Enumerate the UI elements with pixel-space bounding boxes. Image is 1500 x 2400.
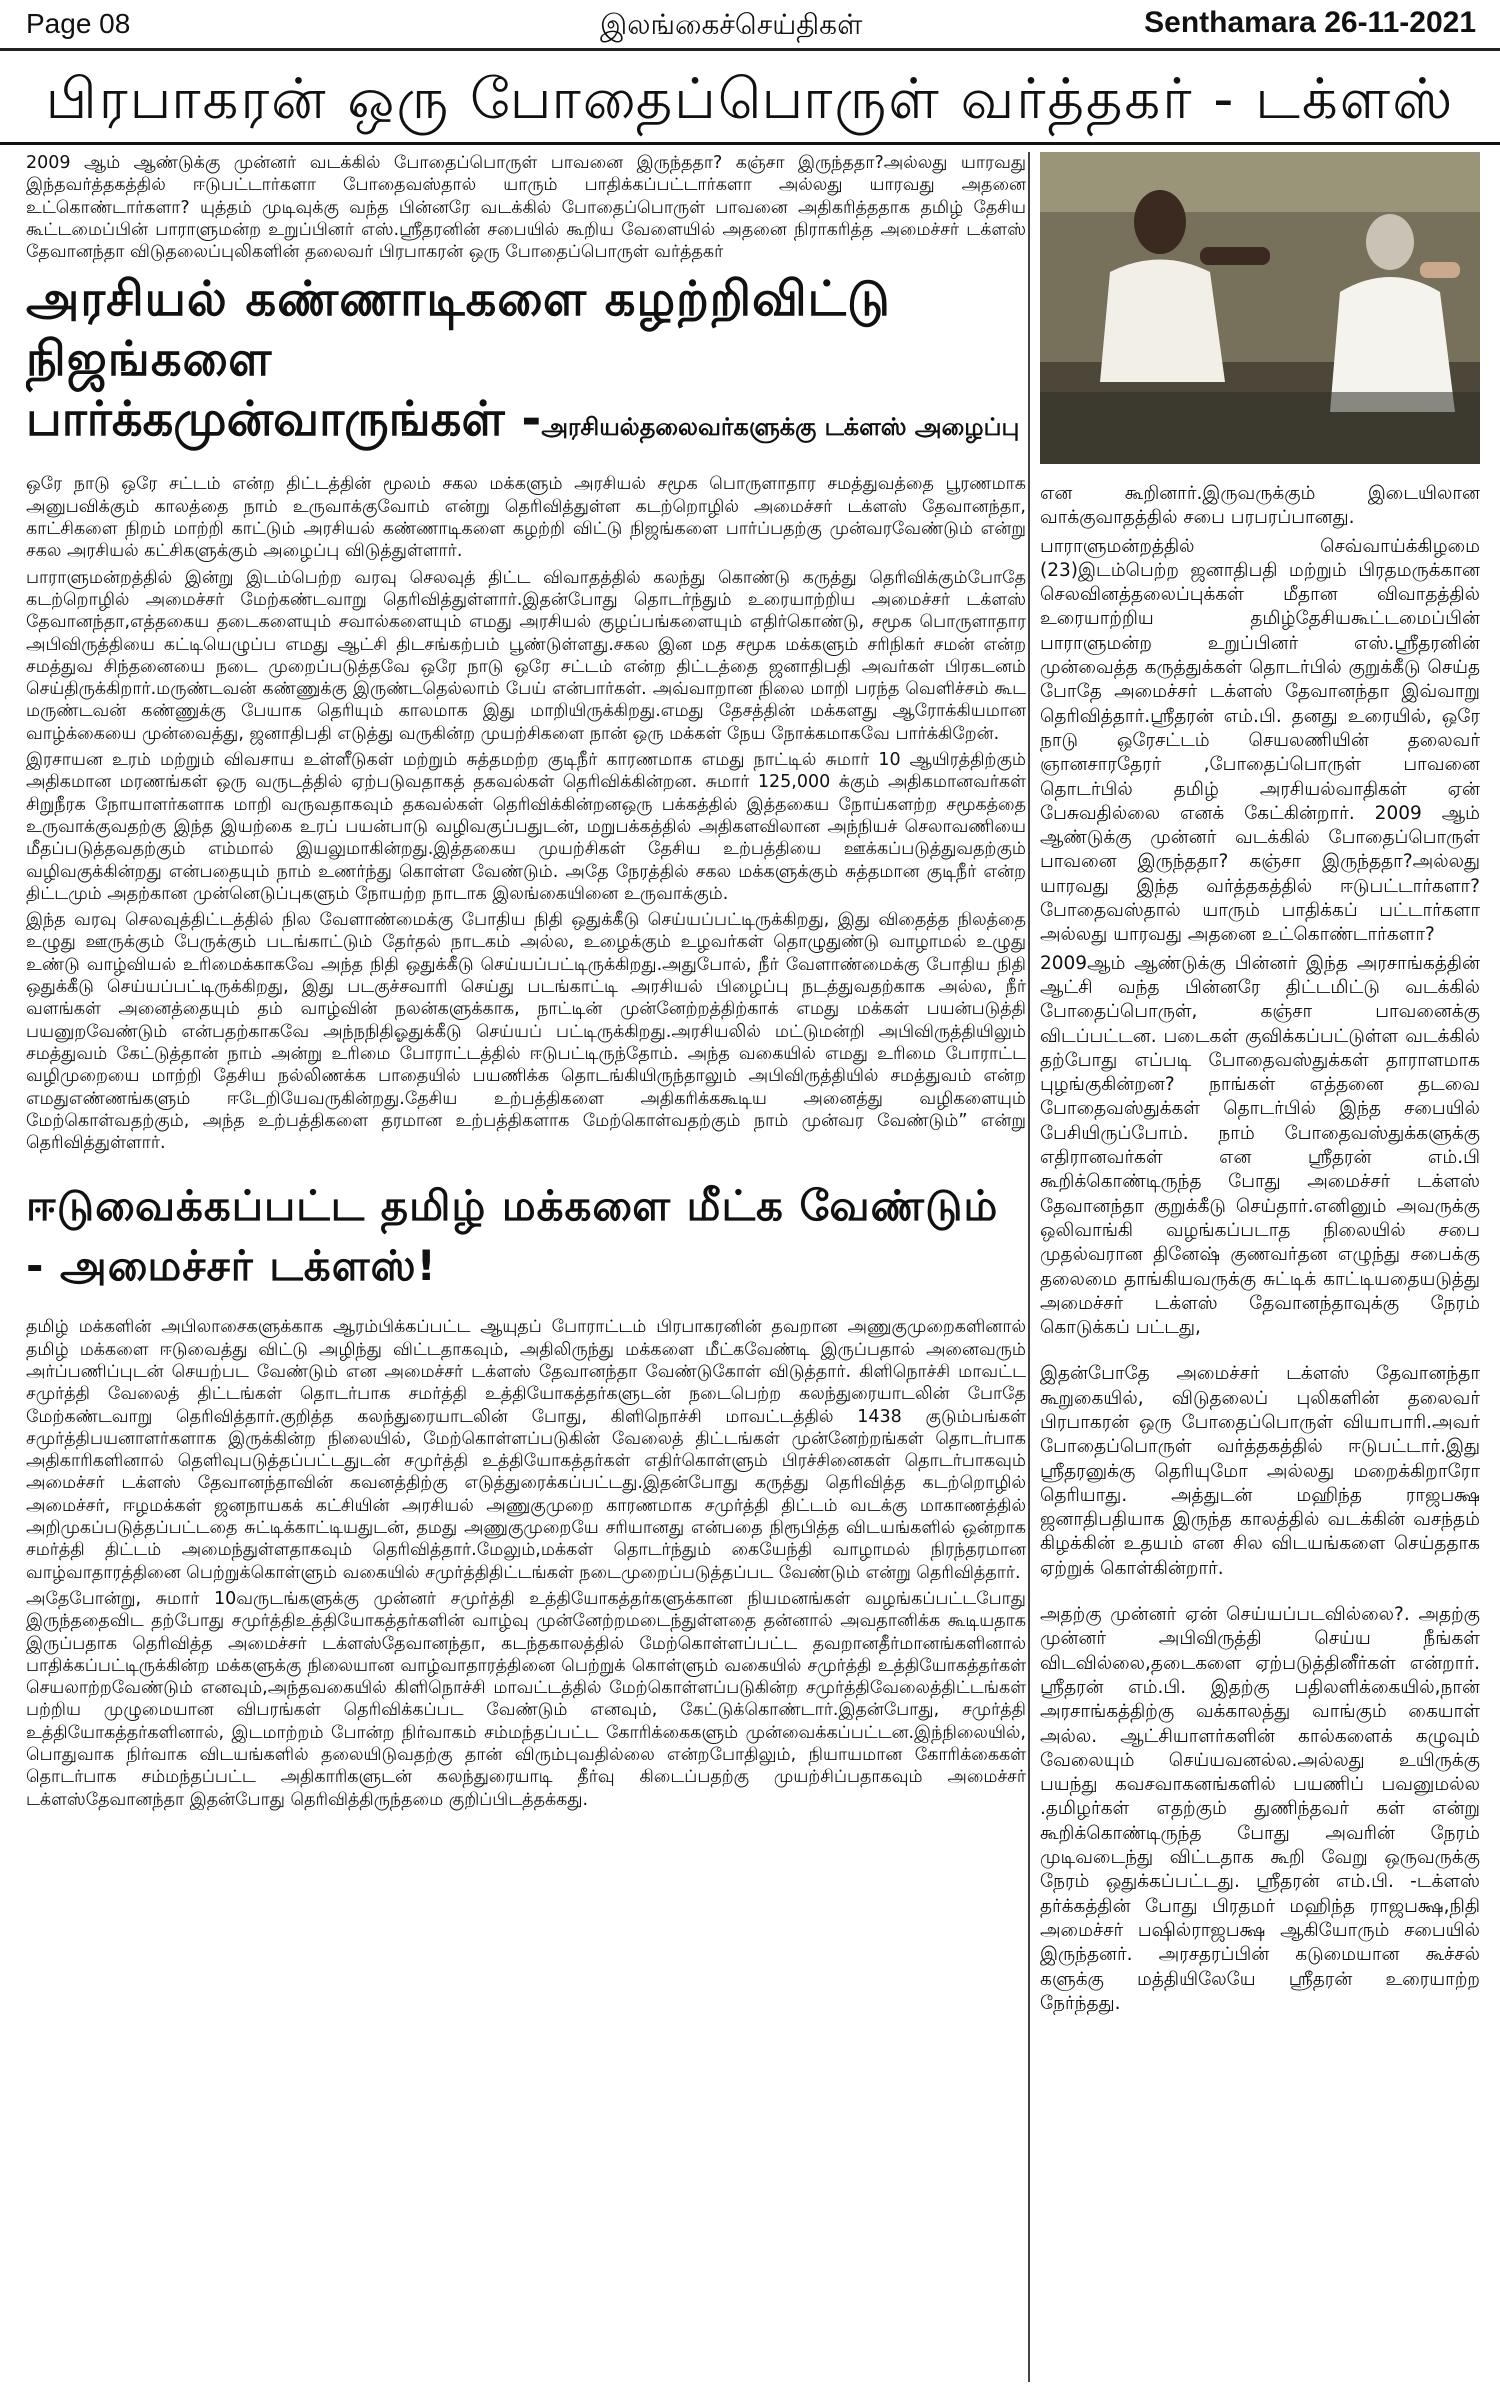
masthead: [0, 0, 1500, 51]
newspaper-name: இலங்கைச்செய்திகள்: [600, 8, 863, 41]
article1-title-line2: [26, 389, 1026, 457]
photo-image: [1040, 152, 1480, 464]
main-column: [26, 152, 1026, 2387]
lead-paragraph: 2009 ஆம் ஆண்டுக்கு முன்னர் வடக்கில் போதைப்பொருள் பாவனை இருந்ததா? கஞ்சா இருந்ததா?அல்லது யாரவது இந்தவர்த்தகத்தில் ஈடுபட்டார்களா போதைவஸ்தால் யாரும் பாதிக்கப்பட்டார்களா அல்லது யாரவது அதனை உட்கொண்டார்களா? யுத்தம் முடிவுக்கு வந்த பின்னரே வடக்கில் போதைப்பொருள் பாவனை அதிகரித்ததாக தமிழ் தேசிய கூட்டமைப்பின் பாராளுமன்ற உறுப்பினர் எஸ்.ஸ்ரீதரனின் சபையில் கூறிய வேளையில் அதனை நிராகரித்த அமைச்சர் டக்ளஸ் தேவானந்தா விடுதலைப்புலிகளின் தலைவர் பிரபாகரன் ஒரு போதைப்பொருள் வர்த்தகர்: [26, 153, 1026, 263]
column-divider: [1028, 152, 1030, 2382]
article1-paragraph: இரசாயன உரம் மற்றும் விவசாய உள்ளீடுகள் மற்றும் சுத்தமற்ற குடிநீர் காரணமாக எமது நாட்டில் சுமார் 10 ஆயிரத்திற்கும் அதிகமான மரணங்கள் ஒரு வருடத்தில் ஏற்படுவதாகத் தகவல்கள் தெரிவிக்கின்றன. சுமார் 125,000 க்கும் அதிகமானவர்கள் சிறுநீரக நோயாளர்களாக மாறி வருவதாகவும் தகவல்கள் தெரிவிக்கின்றனஒரு பக்கத்தில் இத்தகைய நோய்களற்ற சமூகத்தை உருவாக்குவதற்கு இந்த இயற்கை உரப் பயன்பாடு வழிவகுப்பதுடன், மறுபக்கத்தில் அதிகளவிலான அந்நியச் செலாவணியை மீதப்படுத்தவதற்கும் எம்மால் இயலுமாகின்றது.இத்தகைய முயற்சிகள் தேசிய உற்பத்தியை ஊக்கப்படுத்துவதற்கும் வழிவகுக்கின்றது என்பதையும் நாம் உணர்ந்து கொள்ள வேண்டும். அதே நேரத்தில் சகல மக்களுக்கும் சுத்தமான குடிநீர் என்ற திட்டமும் அதற்கான முன்னெடுப்புகளும் நோயற்ற நாடாக இலங்கையினை உருவாக்கும்.: [26, 750, 1026, 904]
sidebar-column: [1040, 152, 1480, 2387]
article2-paragraph: தமிழ் மக்களின் அபிலாசைகளுக்காக ஆரம்பிக்கப்பட்ட ஆயுதப் போராட்டம் பிரபாகரனின் தவறான அணுகுமுறைகளினால் தமிழ் மக்களை ஈடுவைத்து விட்டு அழிந்து விட்டதாகவும், அதிலிருந்து மக்களை மீட்கவேண்டி இருப்பதால் அனைவரும் அர்ப்பணிப்புடன் செயற்பட வேண்டும் என அமைச்சர் டக்ளஸ் தேவானந்தா வேண்டுகோள் விடுத்தார். கிளிநொச்சி மாவட்ட சமுர்த்தி வேலைத் திட்டங்கள் தொடர்பாக சமர்த்தி உத்தியோகத்தர்களுடன் நடைபெற்ற கலந்துரையாடலின் போதே மேற்கண்டவாறு தெரிவித்தார்.குறித்த கலந்துரையாடலின் போது, கிளிநொச்சி மாவட்டத்தில் 1438 குடும்பங்கள் சமுர்த்திபயனாளர்களாக இருக்கின்ற நிலையில், மேற்கொள்ளப்படுகின் வேலைத் திட்டங்கள் முன்னேற்றங்கள் தொடர்பாக அதிகாரிகளினால் தெளிவுபடுத்தப்பட்டதுடன் சமுர்த்தி உத்தியோகத்தர்கள் எதிர்கொள்ளும் பிரச்சினைகள் தொடர்பாகவும் அமைச்சர் டக்ளஸ் தேவானந்தாவின் கவனத்திற்கு எடுத்துரைக்கப்பட்டது.இதன்போது கருத்து தெரிவித்த கடற்றொழில் அமைச்சர், ஈழமக்கள் ஜனநாயகக் கட்சியின் அரசியல் அணுகுமுறை காரணமாக சமுர்த்தி திட்டம் வடக்கு மாகாணத்தில் அறிமுகப்படுத்தப்பட்டதை சுட்டிக்காட்டியதுடன், தமது அணுகுமுறையே சரியானது என்பதை நிரூபித்த விடயங்களில் ஒன்றாக சமர்த்தி திட்டம் அமைந்துள்ளதாகவும் தெரிவித்தார்.மேலும்,மக்கள் தொடர்ந்தும் கையேந்தி வாழாமல் நிரந்தரமான வாழ்வாதாரத்தினை பெற்றுக்கொள்ளும் வகையில் சமுர்த்திதிட்டங்கள் நடைமுறைப்படுத்தப்பட வேண்டும் என்று தெரிவித்தார்.: [26, 1317, 1026, 1583]
parliament-photo: [1040, 152, 1480, 464]
sidebar-paragraph: இதன்போதே அமைச்சர் டக்ளஸ் தேவானந்தா கூறுகையில், விடுதலைப் புலிகளின் தலைவர் பிரபாகரன் ஒரு போதைப்பொருள் வியாபாரி.அவர் போதைப்பொருள் வர்த்தகத்தில் ஈடுபட்டார்.இது ஸ்ரீதரனுக்கு தெரியுமோ அல்லது மறைக்கிறாரோ தெரியாது. அத்துடன் மஹிந்த ராஜபக்ஷ ஜனாதிபதியாக இருந்த காலத்தில் வடக்கின் வசந்தம் கிழக்கின் உதயம் என சில விடயங்களை செய்ததாக ஏற்றுக் கொள்கின்றார்.: [1040, 1363, 1480, 1579]
edition-date: Senthamara 26-11-2021: [1144, 6, 1476, 39]
page-number: Page 08: [26, 8, 131, 39]
sidebar-paragraph: என கூறினார்.இருவருக்கும் இடையிலான வாக்குவாதத்தில் சபை பரபரப்பானது.: [1040, 483, 1480, 529]
article2-title: ஈடுவைக்கப்பட்ட தமிழ் மக்களை மீட்க வேண்டும் - அமைச்சர் டக்ளஸ்!: [26, 1181, 999, 1291]
article1-paragraph: ஒரே நாடு ஒரே சட்டம் என்ற திட்டத்தின் மூலம் சகல மக்களும் அரசியல் சமூக பொருளாதார சமத்துவத்தை பூரணமாக அனுபவிக்கும் காலத்தை நாம் உருவாக்குவோம் என்று தெரிவித்துள்ள கடற்றொழில் அமைச்சர் டக்ளஸ் தேவானந்தா, காட்சிகளை நிறம் மாற்றி காட்டும் அரசியல் கண்ணாடிகளை கழற்றி விட்டு நிஜங்களை பார்ப்பதற்கு முன்வரவேண்டும் என்று சகல அரசியல் கட்சிகளுக்கும் அழைப்பு விடுத்துள்ளார்.: [26, 474, 1026, 562]
article1-paragraph: பாராளுமன்றத்தில் இன்று இடம்பெற்ற வரவு செலவுத் திட்ட விவாதத்தில் கலந்து கொண்டு கருத்து தெரிவிக்கும்போதே கடற்றொழில் அமைச்சர் மேற்கண்டவாறு தெரிவித்துள்ளார்.இதன்போது தொடர்ந்தும் உரையாற்றிய அமைச்சர் டக்ளஸ் தேவானந்தா,எத்தகைய தடைகளையும் சவால்களையும் எமது அரசியல் குழப்பங்களையும் எதிர்கொண்டு, சமூக பொருளாதார அபிவிருத்தியை கட்டியெழுப்ப எமது ஆட்சி திடசங்கற்பம் பூண்டுள்ளது.சகல இன மத சமூக மக்களும் சரிநிகர் சமன் என்ற சமத்துவ சிந்தனையை நடை முறைப்படுத்தவே ஒரே நாடு ஒரே சட்டம் என்ற திட்டத்தை ஜனாதிபதி அவர்கள் பிரகடனம் செய்திருக்கிறார்.மருண்டவன் கண்ணுக்கு இருண்டதெல்லாம் பேய் என்பார்கள். அவ்வாறான நிலை மாறி பரந்த வெளிச்சம் கூட மருண்டவன் கண்ணுக்கு பேயாக தெரியும் காலமாக இது மாறியிருக்கிறது.எமது தேசத்தின் மக்களது ஆரோக்கியமான வாழ்க்கையை முன்வைத்து, ஜனாதிபதி எடுத்து வருகின்ற முயற்சிகளை நான் ஒரு மக்கள் நேய நோக்கமாகவே பார்க்கிறேன்.: [26, 567, 1026, 744]
page-headline: பிரபாகரன் ஒரு போதைப்பொருள் வர்த்தகர் - டக்ளஸ்: [0, 58, 1500, 145]
article1-title-line1: அரசியல் கண்ணாடிகளை கழற்றிவிட்டு நிஜங்களை: [26, 271, 891, 388]
sidebar-paragraph: அதற்கு முன்னர் ஏன் செய்யப்படவில்லை?. அதற்கு முன்னர் அபிவிருத்தி செய்ய நீங்கள் விடவில்லை,தடைகளை ஏற்படுத்தினீர்கள் என்றார். ஸ்ரீதரன் எம்.பி. இதற்கு பதிலளிக்கையில்,நான் அரசாங்கத்திற்கு வக்காலத்து வாங்கும் கையாள் அல்ல. ஆட்சியாளர்களின் கால்களைக் கழுவும் வேலையும் செய்யவனல்ல.அல்லது உயிருக்கு பயந்து கவசவாகனங்களில் பயணிப் பவனுமல்ல .தமிழர்கள் எதற்கும் துணிந்தவர் கள் என்று கூறிக்கொண்டிருந்த போது அவரின் நேரம் முடிவடைந்து விட்டதாக கூறி வேறு ஒருவருக்கு நேரம் ஒதுக்கப்பட்டது. ஸ்ரீதரன் எம்.பி. -டக்ளஸ் தர்க்கத்தின் போது பிரதமர் மஹிந்த ராஜபக்ஷ,நிதி அமைச்சர் பஷில்ராஜபக்ஷ ஆகியோரும் சபையில் இருந்தனர். அரசதரப்பின் கடுமையான கூச்சல் களுக்கு மத்தியிலேயே ஸ்ரீதரன் உரையாற்ற நேர்ந்தது.: [1040, 1604, 1480, 2014]
article1-title-tail: அரசியல்தலைவர்களுக்கு டக்ளஸ் அழைப்பு: [541, 413, 1020, 442]
sidebar-paragraph: பாராளுமன்றத்தில் செவ்வாய்க்கிழமை (23)இடம்பெற்ற ஜனாதிபதி மற்றும் பிரதமருக்கான செலவினத்தலைப்புக்கள் மீதான விவாதத்தில் உரையாற்றிய தமிழ்தேசியகூட்டமைப்பின் பாராளுமன்ற உறுப்பினர் எஸ்.ஸ்ரீதரனின் முன்வைத்த கருத்துக்கள் தொடர்பில் குறுக்கீடு செய்த போதே அமைச்சர் டக்ளஸ் தேவானந்தா இவ்வாறு தெரிவித்தார்.ஸ்ரீதரன் எம்.பி. தனது உரையில், ஒரே நாடு ஒரேசட்டம் செயலணியின் தலைவர் ஞானசாரதேரர் ,போதைப்பொருள் பாவனை தொடர்பில் தமிழ் அரசியல்வாதிகள் ஏன் பேசுவதில்லை எனக் கேட்கின்றார். 2009 ஆம் ஆண்டுக்கு முன்னர் வடக்கில் போதைப்பொருள் பாவனை இருந்ததா? கஞ்சா இருந்ததா?அல்லது யாரவது இந்த வர்த்தகத்தில் ஈடுபட்டார்களா? போதைவஸ்தால் யாரும் பாதிக்கப் பட்டார்களா அல்லது யாரவது அதனை உட்கொண்டார்களா?: [1040, 535, 1480, 946]
article2-paragraph: அதேபோன்று, சுமார் 10வருடங்களுக்கு முன்னர் சமுர்த்தி உத்தியோகத்தர்களுக்கான நியமனங்கள் வழங்கப்பட்டபோது இருந்ததைவிட தற்போது சமுர்த்திஉத்தியோகத்தர்களின் வாழ்வு முன்னேற்றமடைந்துள்ளதை தன்னால் அவதானிக்க கூடியதாக இருப்பதாக தெரிவித்த அமைச்சர் டக்ளஸ்தேவானந்தா, கடந்தகாலத்தில் மேற்கொள்ளப்பட்ட தவறானதீர்மானங்களினால் பாதிக்கப்பட்டிருக்கின்ற மக்களுக்கு நிலையான வாழ்வாதாரத்தினை பெற்றுக் கொள்ளும் வகையில் சமுர்த்தி உத்தியோகத்தர்கள் செயலாற்றவேண்டும் எனவும்,அந்தவகையில் கிளிநொச்சி மாவட்டத்தில் மேற்கொள்ளப்படுகின்ற சமுர்த்திவேலைத்திட்டங்கள் பற்றிய முழுமையான விபரங்கள் தெரிவிக்கப்பட வேண்டும் எனவும், கேட்டுக்கொண்டார்.இதன்போது, சமுர்த்தி உத்தியோகத்தர்களினால், இடமாற்றம் போன்ற நிர்வாகம் சம்மந்தப்பட்ட கோரிக்கைகளும் முன்வைக்கப்பட்டன.இந்நிலையில், பொதுவாக நிர்வாக விடயங்களில் தலையிடுவதற்கு தான் விரும்புவதில்லை என்றபோதிலும், நியாயமான கோரிக்கைகள் தொடர்பாக சம்மந்தப்பட்ட அதிகாரிகளுடன் கலந்துரையாடி தீர்வு கிடைப்பதற்கு முயற்சிப்பதாகவும் அமைச்சர் டக்ளஸ்தேவானந்தா இதன்போது தெரிவித்திருந்தமை குறிப்பிடத்தக்கது.: [26, 1588, 1026, 1810]
sidebar-paragraph: 2009ஆம் ஆண்டுக்கு பின்னர் இந்த அரசாங்கத்தின் ஆட்சி வந்த பின்னரே திட்டமிட்டு வடக்கில் போதைப்பொருள், கஞ்சா பாவனைக்கு விடப்பட்டன. படைகள் குவிக்கப்பட்டுள்ள வடக்கில் தற்போது எப்படி போதைவஸ்துக்கள் தாராளமாக புழங்குகின்றன? நாங்கள் எத்தனை தடவை போதைவஸ்துக்கள் தொடர்பில் இந்த சபையில் பேசியிருப்போம். நாம் போதைவஸ்துக்களுக்கு எதிரானவர்கள் என ஸ்ரீதரன் எம்.பி கூறிக்கொண்டிருந்த போது அமைச்சர் டக்ளஸ் தேவானந்தா குறுக்கீடு செய்தார்.எனினும் அவருக்கு ஒலிவாங்கி வழங்கப்படாத நிலையில் சபை முதல்வரான தினேஷ் குணவர்தன எழுந்து சபைக்கு தலைமை தாங்கியவருக்கு சுட்டிக் காட்டியதையடுத்து அமைச்சர் டக்ளஸ் தேவானந்தாவுக்கு நேரம் கொடுக்கப் பட்டது,: [1040, 952, 1480, 1339]
article1-paragraph: இந்த வரவு செலவுத்திட்டத்தில் நில வேளாண்மைக்கு போதிய நிதி ஒதுக்கீடு செய்யப்பட்டிருக்கிறது, இது விதைத்த நிலத்தை உழுது ஊருக்கும் பேருக்கும் படங்காட்டும் தேர்தல் நாடகம் அல்ல, உழைக்கும் உழவர்கள் தொழுதுண்டு வாழாமல் உழுது உண்டு வாழ்வியல் உரிமைக்காகவே அந்த நிதி ஒதுக்கீடு செய்யப்பட்டிருக்கிறது.அதுபோல், நீர் வேளாண்மைக்கு போதிய நிதி ஒதுக்கீடு செய்யப்பட்டிருக்கிறது, இது படகுச்சவாரி செய்து படங்காட்டி அரசியல் பிழைப்பு நடத்துவதற்காக அல்ல, நீர் வளங்கள் அனைத்தையும் தம் வாழ்வின் நலன்களுக்காக, நாட்டின் முன்னேற்றத்திற்காக் எமது மக்கள் பயன்படுத்தி பயனுறவேண்டும் என்பதற்காகவே அந்நநிதிஓதுக்கீடு செய்யப் பட்டிருக்கிறது.அரசியலில் மட்டுமன்றி அபிவிருத்தியிலும் சமத்துவம் கேட்டுத்தான் நாம் அன்று உரிமை போராட்டத்தில் ஈடுபட்டிருந்தோம். அந்த வகையில் எமது உரிமை போராட்ட வழிமுறையை மாற்றி தேசிய நல்லிணக்க பாதையில் பயணிக்க தொடங்கியிருந்தாலும் அபிவிருத்தியில் சமத்துவம் என்ற எமதுஎண்ணங்களும் ஈடேறியேவருகின்றது.தேசிய உற்பத்திகளை அதிகரிக்ககூடிய அனைத்து வழிகளையும் மேற்கொள்வதற்கும், அந்த உற்பத்திகளை தரமான உற்பத்திகளாக மேற்கொள்வதற்கும் நாம் முன்வர வேண்டும்” என்று தெரிவித்துள்ளார்.: [26, 910, 1026, 1154]
article1-title-main: பார்க்கமுன்வாருங்கள் -: [26, 391, 542, 448]
